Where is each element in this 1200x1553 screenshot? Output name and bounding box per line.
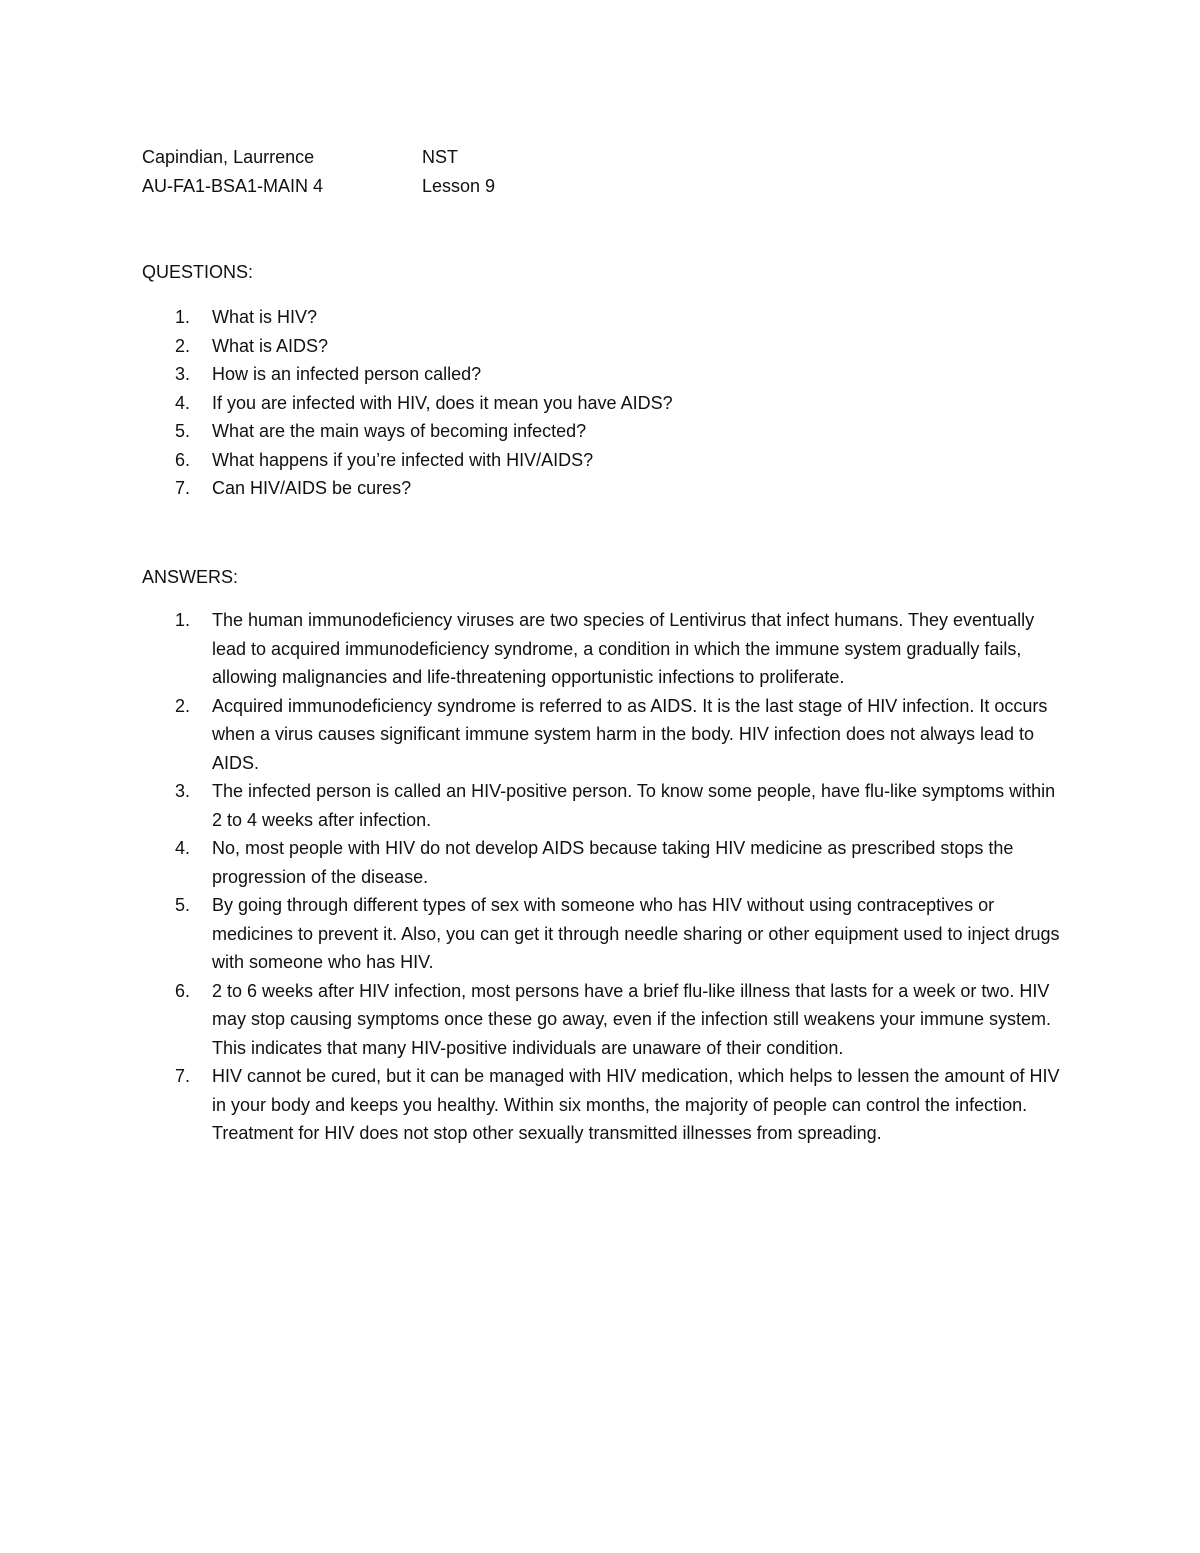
question-item (142, 389, 1062, 418)
question-number: 1. (175, 307, 191, 327)
header-row-2 (142, 172, 742, 201)
question-number: 7. (175, 478, 191, 498)
answer-number: 7. (175, 1066, 191, 1086)
questions-heading: QUESTIONS: (142, 262, 254, 282)
question-text: How is an infected person called? (212, 364, 482, 384)
answer-number: 1. (175, 610, 191, 630)
answer-number: 2. (175, 695, 191, 716)
question-text: If you are infected with HIV, does it mean you have AIDS? (212, 392, 673, 413)
lesson-label: Lesson 9 (422, 175, 496, 196)
question-item (142, 332, 1062, 361)
answer-text: No, most people with HIV do not develop AIDS because taking HIV medicine as prescribed stops the progression of the disease. (212, 838, 1014, 887)
answer-text: HIV cannot be cured, but it can be managed with HIV medication, which helps to lessen the amount of HIV in your body and keeps you healthy. Within six months, the majority of people can control the infection. Treatment for HIV does not stop other sexually transmitted illnesses from spreading. (212, 1066, 1060, 1143)
question-number: 5. (175, 421, 191, 441)
question-item (142, 360, 1062, 389)
question-text: What is AIDS? (212, 335, 329, 356)
subject-label: NST (422, 147, 458, 167)
document-header (142, 143, 742, 200)
answer-item (142, 977, 1062, 1063)
question-number: 2. (175, 335, 191, 356)
answer-item (142, 1062, 1062, 1148)
answer-number: 4. (175, 838, 191, 858)
answer-item (142, 777, 1062, 834)
answer-number: 3. (175, 781, 191, 801)
question-item (142, 474, 1062, 503)
answer-text: By going through different types of sex with someone who has HIV without using contraceptives or medicines to prevent it. Also, you can get it through needle sharing or other equipment used to inject drugs with someone who has HIV. (212, 895, 1060, 972)
section-code: AU-FA1-BSA1-MAIN 4 (142, 175, 324, 196)
answer-text: Acquired immunodeficiency syndrome is referred to as AIDS. It is the last stage of HIV infection. It occurs when a virus causes significant immune system harm in the body. HIV infection does not always lead to AIDS. (212, 695, 1048, 773)
question-item (142, 417, 1062, 446)
answer-number: 6. (175, 980, 191, 1001)
answers-heading: ANSWERS: (142, 567, 239, 587)
question-number: 6. (175, 449, 191, 470)
question-number: 4. (175, 392, 191, 413)
question-text: What is HIV? (212, 307, 318, 327)
answer-item (142, 891, 1062, 977)
answer-item (142, 692, 1062, 778)
question-text: What are the main ways of becoming infected? (212, 421, 587, 441)
questions-list (142, 303, 1062, 503)
answers-list (142, 606, 1062, 1148)
answer-text: The infected person is called an HIV-positive person. To know some people, have flu-like symptoms within 2 to 4 weeks after infection. (212, 781, 1056, 830)
question-item (142, 303, 1062, 332)
answer-text: 2 to 6 weeks after HIV infection, most persons have a brief flu-like illness that lasts for a week or two. HIV may stop causing symptoms once these go away, even if the infection still weakens your immune system. This indicates that many HIV-positive individuals are unaware of their condition. (212, 980, 1052, 1058)
answer-number: 5. (175, 895, 191, 915)
answer-text: The human immunodeficiency viruses are two species of Lentivirus that infect humans. They eventually lead to acquired immunodeficiency syndrome, a condition in which the immune system gradually fails, allowing malignancies and life-threatening opportunistic infections to proliferate. (212, 610, 1035, 687)
answer-item (142, 606, 1062, 692)
question-text: What happens if you’re infected with HIV/AIDS? (212, 449, 594, 470)
student-name: Capindian, Laurrence (142, 147, 315, 167)
header-row-1 (142, 143, 742, 172)
answer-item (142, 834, 1062, 891)
question-text: Can HIV/AIDS be cures? (212, 478, 412, 498)
question-item (142, 446, 1062, 475)
question-number: 3. (175, 364, 191, 384)
